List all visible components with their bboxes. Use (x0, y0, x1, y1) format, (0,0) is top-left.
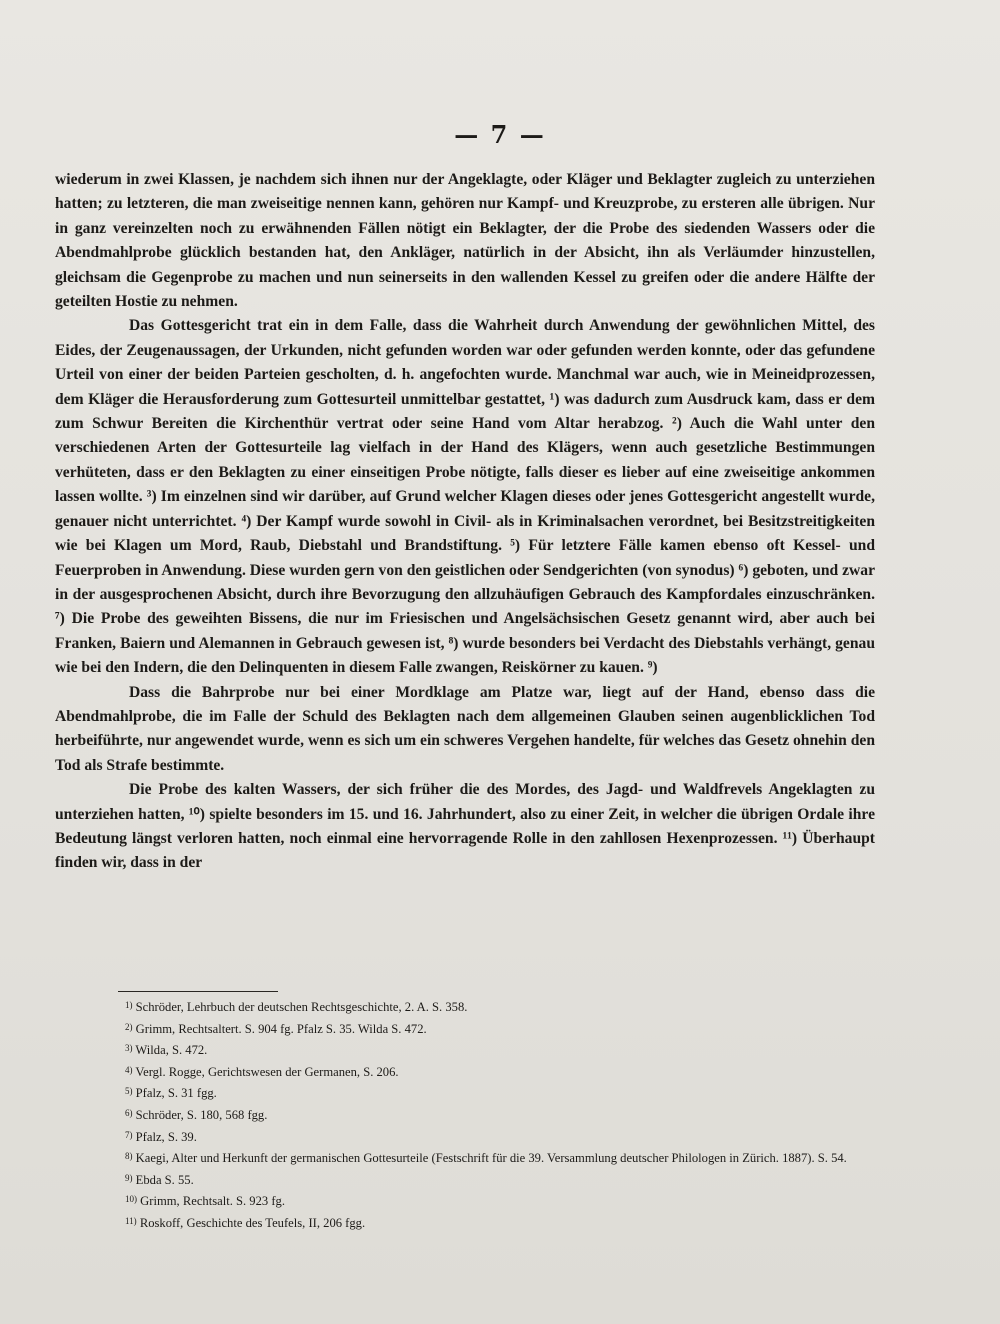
paragraph: wiederum in zwei Klassen, je nachdem sich ihnen nur der Angeklagte, oder Kläger und Beklagter zugleich zu unterziehen hatten; zu letzteren, die man zweiseitige nennen kann, gehören nur Kampf- und Kreuzprobe, zu ersteren alle übrigen. Nur in ganz vereinzelten noch zu erwähnenden Fällen nötigt ein Beklagter, der die Probe des siedenden Wassers oder die Abendmahlprobe glücklich bestanden hat, den Ankläger, natürlich in der Absicht, ihn als Verläumder hinzustellen, gleichsam die Gegenprobe zu machen und nun seinerseits in den wallenden Kessel zu greifen oder die andere Hälfte der geteilten Hostie zu nehmen. (55, 171, 875, 311)
paragraph: Dass die Bahrprobe nur bei einer Mordklage am Platze war, liegt auf der Hand, ebenso dass die Abendmahlprobe, die im Falle der Schuld des Beklagten nach dem allgemeinen Glauben seinen augenblicklichen Tod herbeiführte, nur angewendet wurde, wenn es sich um ein schweres Vergehen handelte, für welches das Gesetz ohnehin den Tod als Strafe bestimmte. (55, 683, 875, 774)
footnote-number: 4) (125, 1064, 133, 1075)
footnote-number: 2) (125, 1021, 133, 1032)
footnote-text: Wilda, S. 472. (135, 1043, 208, 1058)
footnote-number: 11) (125, 1215, 137, 1226)
footnote-number: 3) (125, 1043, 133, 1054)
footnote-text: Pfalz, S. 39. (135, 1129, 197, 1144)
footnote-number: 5) (125, 1086, 133, 1097)
footnote-text: Kaegi, Alter und Herkunft der germanischen Gottesurteile (Festschrift für die 39. Versammlung deutscher Philologen in Zürich. 1887). S. 54. (135, 1151, 847, 1166)
footnote (55, 1039, 875, 1061)
footnotes (55, 996, 875, 1234)
footnote (55, 1104, 875, 1126)
footnote-number: 7) (125, 1129, 133, 1140)
footnote (55, 1212, 875, 1234)
footnote-text: Ebda S. 55. (135, 1172, 194, 1187)
paragraph: Das Gottesgericht trat ein in dem Falle, dass die Wahrheit durch Anwendung der gewöhnlichen Mittel, des Eides, der Zeugenaussagen, der Urkunden, nicht gefunden worden war oder gefunden werden konnte, oder das gefundene Urteil von einer der beiden Parteien gescholten, d. h. angefochten wurde. Manchmal war auch, wie in Meineidprozessen, dem Kläger die Herausforderung zum Gottesurteil unmittelbar gestattet, ¹) was dadurch zum Ausdruck kam, dass er dem zum Schwur Bereiten die Kirchenthür vertrat oder seine Hand vom Altar herabzog. ²) Auch die Wahl unter den verschiedenen Arten der Gottesurteile lag vielfach in der Hand des Klägers, wenn auch gesetzliche Bestimmungen verhüteten, dass er den Beklagten zu einer einseitigen Probe nötigte, falls dieser es lieber auf eine zweiseitige ankommen lassen wollte. ³) Im einzelnen sind wir darüber, auf Grund welcher Klagen dieses oder jenes Gottesgericht angestellt wurde, genauer nicht unterrichtet. ⁴) Der Kampf wurde sowohl in Civil- als in Kriminalsachen verordnet, bei Besitzstreitigkeiten wie bei Klagen um Mord, Raub, Diebstahl und Brandstiftung. ⁵) Für letztere Fälle kamen ebenso oft Kessel- und Feuerproben in Anwendung. Diese wurden gern von den geistlichen oder Sendgerichten (von synodus) ⁶) geboten, und zwar in der ausgesprochenen Absicht, durch ihre Bevorzugung den allzuhäufigen Gebrauch des Kampfordales einzuschränken. ⁷) Die Probe des geweihten Bissens, die nur im Friesischen und Angelsächsischen Gesetz genannt wird, aber auch bei Franken, Baiern und Alemannen in Gebrauch gewesen ist, ⁸) wurde besonders bei Verdacht des Diebstahls verhängt, genau wie bei den Indern, die den Delinquenten in diesem Falle zwangen, Reiskörner zu kauen. ⁹) (55, 317, 875, 677)
footnote-number: 1) (125, 1000, 133, 1010)
footnote (55, 1169, 875, 1191)
paragraph: Die Probe des kalten Wassers, der sich früher die des Mordes, des Jagd- und Waldfrevels Angeklagten zu unterziehen hatten, ¹⁰) spielte besonders im 15. und 16. Jahrhundert, also zu einer Zeit, in welcher die übrigen Ordale ihre Bedeutung längst verloren hatten, noch einmal eine hervorragende Rolle in den zahllosen Hexenprozessen. ¹¹) Überhaupt finden wir, dass in der (55, 781, 875, 872)
footnote-text: Pfalz, S. 31 fgg. (135, 1086, 217, 1101)
page-number: — 7 — (454, 120, 546, 149)
footnote (55, 1018, 875, 1040)
footnote-divider (118, 991, 278, 992)
footnote (55, 1190, 875, 1212)
footnote-text: Schröder, S. 180, 568 fgg. (135, 1107, 268, 1122)
body-text (55, 168, 875, 876)
footnote-number: 9) (125, 1172, 133, 1183)
footnote-text: Grimm, Rechtsaltert. S. 904 fg. Pfalz S. 35. Wilda S. 472. (135, 1021, 427, 1036)
footnote-text: Grimm, Rechtsalt. S. 923 fg. (140, 1194, 285, 1209)
footnote-number: 6) (125, 1107, 133, 1118)
footnote (55, 1147, 875, 1169)
footnote-text: Roskoff, Geschichte des Teufels, II, 206 fgg. (139, 1215, 366, 1230)
footnote (55, 1082, 875, 1104)
footnote-number: 10) (125, 1194, 137, 1205)
footnote-text: Vergl. Rogge, Gerichtswesen der Germanen, S. 206. (135, 1064, 399, 1079)
footnote-text: Schröder, Lehrbuch der deutschen Rechtsgeschichte, 2. A. S. 358. (135, 1000, 468, 1014)
footnote-number: 8) (125, 1151, 133, 1162)
footnote (55, 1126, 875, 1148)
footnote (55, 996, 875, 1018)
footnote (55, 1061, 875, 1083)
